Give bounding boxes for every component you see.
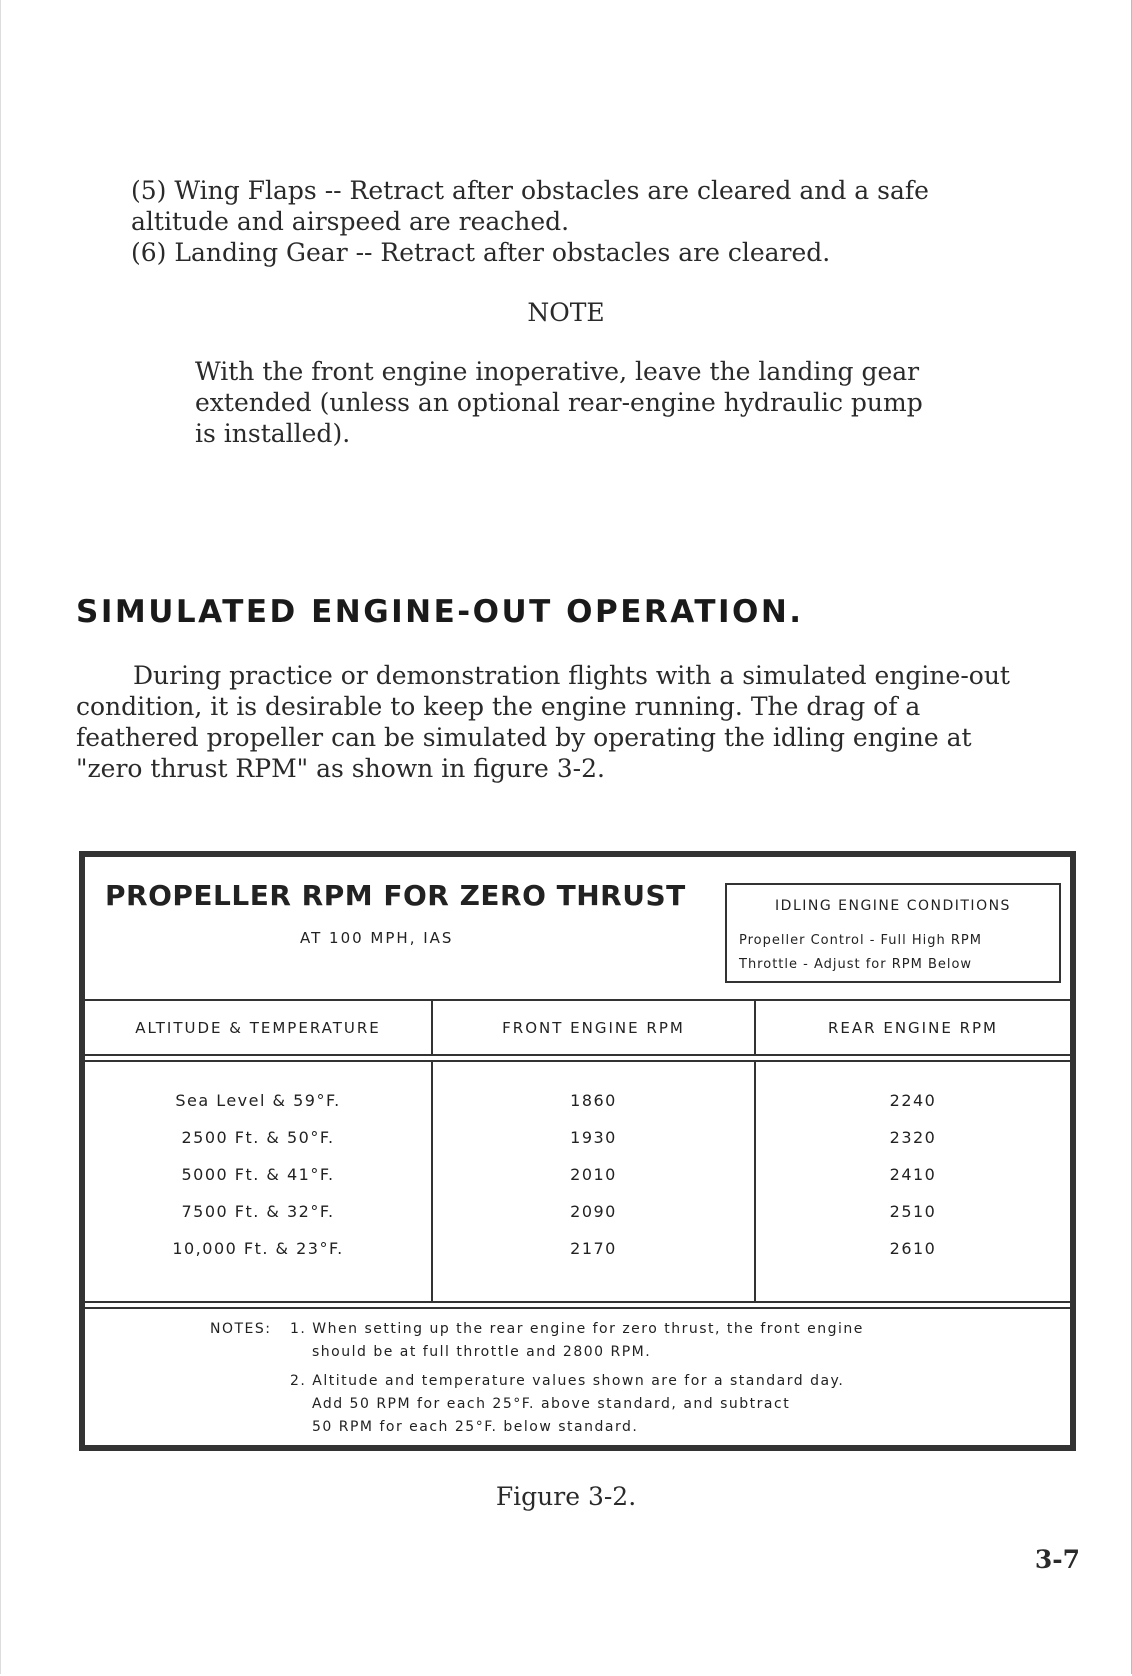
notes-label: NOTES: [210, 1321, 272, 1337]
note-item: 2. Altitude and temperature values shown are for a standard day. [290, 1373, 845, 1389]
column-header-rear-rpm: REAR ENGINE RPM [828, 1019, 998, 1037]
cell-front-engine-rpm: 2010 [570, 1165, 617, 1184]
table-rule [85, 1301, 1070, 1303]
cell-altitude-temperature: 7500 Ft. & 32°F. [181, 1202, 335, 1221]
cell-front-engine-rpm: 1930 [570, 1128, 617, 1147]
cell-rear-engine-rpm: 2410 [889, 1165, 937, 1184]
cell-altitude-temperature: 10,000 Ft. & 23°F. [172, 1239, 344, 1258]
note-heading: NOTE [527, 298, 605, 327]
paragraph-line: feathered propeller can be simulated by operating the idling engine at [76, 723, 972, 752]
step-wing-flaps: (5) Wing Flaps -- Retract after obstacles are cleared and a safe [131, 176, 929, 205]
idling-condition-line: Throttle - Adjust for RPM Below [739, 957, 973, 972]
paragraph-line: During practice or demonstration flights with a simulated engine-out [133, 661, 1010, 690]
cell-rear-engine-rpm: 2320 [889, 1128, 937, 1147]
note-item: 50 RPM for each 25°F. below standard. [312, 1419, 639, 1435]
note-item: 1. When setting up the rear engine for zero thrust, the front engine [290, 1321, 864, 1337]
note-item: Add 50 RPM for each 25°F. above standard, and subtract [312, 1396, 791, 1412]
procedure-steps [131, 175, 1031, 268]
section-paragraph [76, 660, 1076, 784]
column-header-altitude: ALTITUDE & TEMPERATURE [135, 1019, 381, 1037]
column-header-front-rpm: FRONT ENGINE RPM [502, 1019, 685, 1037]
table-rule [85, 999, 1070, 1001]
table-subtitle: AT 100 MPH, IAS [300, 929, 454, 947]
idling-condition-line: Propeller Control - Full High RPM [739, 933, 982, 948]
note-body [195, 356, 975, 449]
cell-front-engine-rpm: 2170 [570, 1239, 617, 1258]
cell-altitude-temperature: 5000 Ft. & 41°F. [181, 1165, 335, 1184]
cell-altitude-temperature: 2500 Ft. & 50°F. [181, 1128, 335, 1147]
step-wing-flaps-continued: altitude and airspeed are reached. [131, 207, 570, 236]
table-title: PROPELLER RPM FOR ZERO THRUST [105, 879, 686, 912]
idling-conditions-box [725, 883, 1061, 983]
step-landing-gear: (6) Landing Gear -- Retract after obstacles are cleared. [131, 238, 831, 267]
cell-rear-engine-rpm: 2510 [889, 1202, 937, 1221]
note-line: is installed). [195, 419, 351, 448]
table-rule [85, 1060, 1070, 1062]
section-title: SIMULATED ENGINE-OUT OPERATION. [76, 594, 804, 630]
figure-caption: Figure 3-2. [495, 1482, 637, 1511]
paragraph-line: "zero thrust RPM" as shown in figure 3-2. [76, 754, 605, 783]
rpm-table-figure [79, 851, 1076, 1451]
note-line: With the front engine inoperative, leave the landing gear [195, 357, 920, 386]
note-line: extended (unless an optional rear-engine hydraulic pump [195, 388, 923, 417]
idling-conditions-title: IDLING ENGINE CONDITIONS [775, 898, 1011, 914]
cell-rear-engine-rpm: 2610 [889, 1239, 937, 1258]
table-rule [85, 1054, 1070, 1056]
paragraph-line: condition, it is desirable to keep the engine running. The drag of a [76, 692, 921, 721]
cell-front-engine-rpm: 1860 [570, 1091, 617, 1110]
cell-rear-engine-rpm: 2240 [889, 1091, 937, 1110]
page-number: 3-7 [1034, 1545, 1080, 1574]
table-rule [85, 1307, 1070, 1309]
cell-altitude-temperature: Sea Level & 59°F. [175, 1091, 341, 1110]
note-item: should be at full throttle and 2800 RPM. [312, 1344, 652, 1360]
cell-front-engine-rpm: 2090 [570, 1202, 617, 1221]
